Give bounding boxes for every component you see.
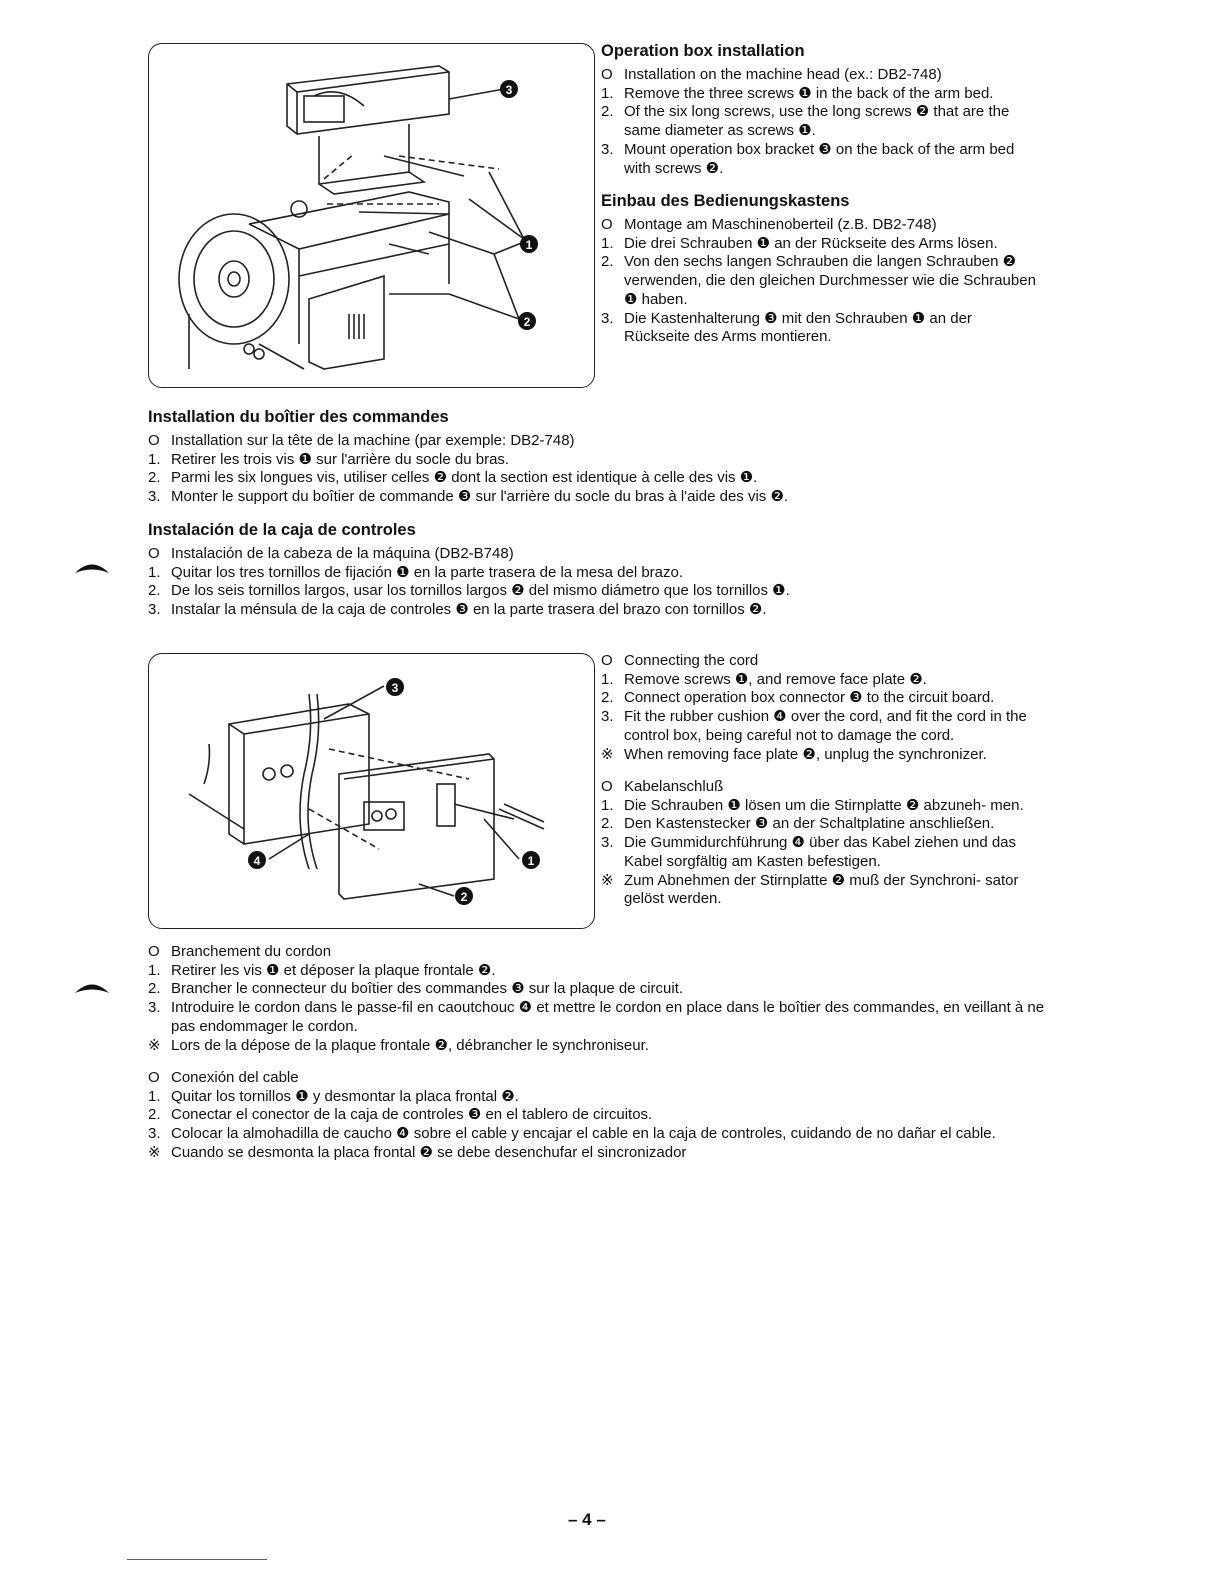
list-item: 1. Die drei Schrauben ❶ an der Rückseite des Arms lösen. xyxy=(601,234,998,252)
svg-text:2: 2 xyxy=(523,315,531,329)
footer-rule xyxy=(127,1559,267,1560)
svg-text:3: 3 xyxy=(505,83,513,97)
section2-de xyxy=(601,778,1041,909)
list-item: 3. Instalar la ménsula de la caja de controles ❸ en la parte trasera del brazo con tornillos ❷. xyxy=(148,601,767,619)
side-mark-icon xyxy=(73,560,111,574)
list-item: O Installation sur la tête de la machine (par exemple: DB2-748) xyxy=(148,432,575,449)
list-item: 2. Conectar el conector de la caja de controles ❸ en el tablero de circuitos. xyxy=(148,1106,653,1124)
list-item: 1. Die Schrauben ❶ lösen um die Stirnplatte ❷ abzuneh- men. xyxy=(601,796,1024,814)
side-mark-icon xyxy=(73,980,111,994)
list-item: 2. Of the six long screws, use the long screws ❷ that are the same diameter as screws ❶. xyxy=(601,103,1010,140)
list-item: 1. Remove the three screws ❶ in the back of the arm bed. xyxy=(601,84,994,102)
callout-1 xyxy=(522,851,540,869)
callout-2 xyxy=(455,887,473,905)
list-item: O Installation on the machine head (ex.: DB2-748) xyxy=(601,66,942,83)
callout-3 xyxy=(500,80,518,98)
section1-en xyxy=(601,41,1041,178)
list-item: ※ When removing face plate ❷, unplug the synchronizer. xyxy=(601,745,987,763)
list-item: 3. Mount operation box bracket ❸ on the back of the arm bed with screws ❷. xyxy=(601,140,1015,177)
section2-en xyxy=(601,652,1041,764)
figure-connecting-cord xyxy=(148,653,595,929)
list-item: 1. Quitar los tres tornillos de fijación ❶ en la parte trasera de la mesa del brazo. xyxy=(148,563,684,581)
svg-text:4: 4 xyxy=(253,854,261,868)
list-item: 1. Remove screws ❶, and remove face plate ❷. xyxy=(601,670,927,688)
list-item: 1. Retirer les trois vis ❶ sur l'arrière du socle du bras. xyxy=(148,450,510,468)
list-item: 1. Quitar los tornillos ❶ y desmontar la placa frontal ❷. xyxy=(148,1087,519,1105)
list-item: ※ Zum Abnehmen der Stirnplatte ❷ muß der Synchroni- sator gelöst werden. xyxy=(601,871,1019,908)
list-item: ※ Cuando se desmonta la placa frontal ❷ se debe desenchufar el sincronizador xyxy=(148,1143,687,1161)
callout-3 xyxy=(386,678,404,696)
control-box-illustration xyxy=(149,654,594,928)
list-item: 3. Die Kastenhalterung ❸ mit den Schrauben ❶ an der Rückseite des Arms montieren. xyxy=(601,309,972,346)
section1-es xyxy=(148,520,1048,620)
list-item: O Instalación de la cabeza de la máquina (DB2-B748) xyxy=(148,545,514,562)
list-item: O Montage am Maschinenoberteil (z.B. DB2-748) xyxy=(601,216,937,233)
heading-operation-box-installation: Operation box installation xyxy=(601,42,805,60)
list-item: 2. Brancher le connecteur du boîtier des commandes ❸ sur la plaque de circuit. xyxy=(148,980,684,998)
list-item: 3. Introduire le cordon dans le passe-fil en caoutchouc ❹ et mettre le cordon en place dans le boîtier des commandes, en veillant à ne pas endommager le cordon. xyxy=(148,999,1045,1035)
list-item: 2. Connect operation box connector ❸ to the circuit board. xyxy=(601,689,995,707)
section2-fr xyxy=(148,943,1048,1055)
heading-installation-boitier: Installation du boîtier des commandes xyxy=(148,408,449,426)
figure-operation-box-installation xyxy=(148,43,595,388)
page-number: – 4 – xyxy=(568,1510,606,1529)
list-item: 2. Von den sechs langen Schrauben die langen Schrauben ❷ verwenden, die den gleichen Durchmesser wie die Schrauben ❶ haben. xyxy=(601,253,1036,308)
svg-text:3: 3 xyxy=(391,681,399,695)
svg-text:2: 2 xyxy=(460,890,468,904)
list-item: O Branchement du cordon xyxy=(148,943,332,960)
section1-de xyxy=(601,191,1041,347)
svg-text:1: 1 xyxy=(527,854,535,868)
list-item: 2. De los seis tornillos largos, usar los tornillos largos ❷ del mismo diámetro que los tornillos ❶. xyxy=(148,582,790,600)
list-item: O Kabelanschluß xyxy=(601,778,724,795)
machine-head-illustration xyxy=(149,44,594,387)
list-item: 2. Den Kastenstecker ❸ an der Schaltplatine anschließen. xyxy=(601,815,995,833)
list-item: 2. Parmi les six longues vis, utiliser celles ❷ dont la section est identique à celle des vis ❶. xyxy=(148,469,758,487)
section2-es xyxy=(148,1069,1048,1163)
list-item: 3. Fit the rubber cushion ❹ over the cord, and fit the cord in the control box, being careful not to damage the cord. xyxy=(601,708,1027,744)
heading-einbau-bedienungskastens: Einbau des Bedienungskastens xyxy=(601,192,850,210)
list-item: 1. Retirer les vis ❶ et déposer la plaque frontale ❷. xyxy=(148,961,496,979)
section1-fr xyxy=(148,407,1048,507)
list-item: 3. Colocar la almohadilla de caucho ❹ sobre el cable y encajar el cable en la caja de controles, cuidando de no dañar el cable. xyxy=(148,1125,996,1143)
list-item: O Conexión del cable xyxy=(148,1069,299,1086)
list-item: O Connecting the cord xyxy=(601,652,759,669)
svg-text:1: 1 xyxy=(525,238,533,252)
list-item: 3. Die Gummidurchführung ❹ über das Kabel ziehen und das Kabel sorgfältig am Kasten befestigen. xyxy=(601,834,1017,870)
list-item: 3. Monter le support du boîtier de commande ❸ sur l'arrière du socle du bras à l'aide des vis ❷. xyxy=(148,488,789,506)
list-item: ※ Lors de la dépose de la plaque frontale ❷, débrancher le synchroniseur. xyxy=(148,1036,649,1054)
callout-1 xyxy=(520,235,538,253)
heading-instalacion-caja: Instalación de la caja de controles xyxy=(148,521,416,539)
callout-4 xyxy=(248,851,266,869)
callout-2 xyxy=(518,312,536,330)
